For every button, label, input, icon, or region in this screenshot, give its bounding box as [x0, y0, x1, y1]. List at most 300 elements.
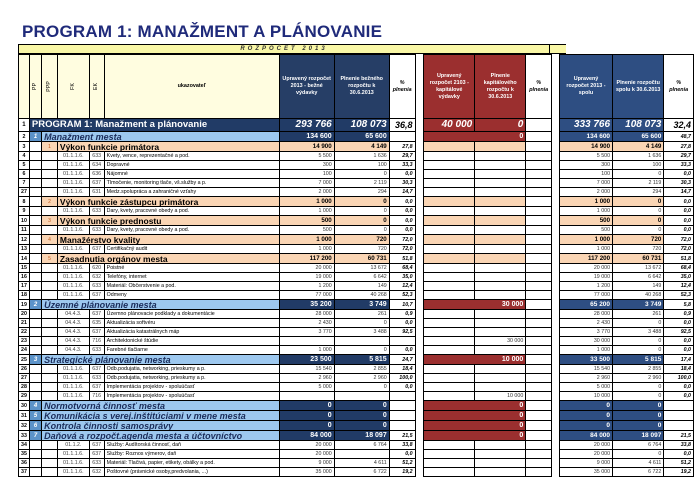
- table-row: [19, 392, 694, 401]
- upraveny-bezne: 15 540: [279, 365, 334, 374]
- upraveny-bezne: 3 770: [279, 328, 334, 337]
- pct-kapitalove: [526, 337, 552, 346]
- pct-spolu: 0,0: [664, 392, 694, 401]
- ppp-cell: [42, 365, 58, 374]
- pp-cell: [29, 383, 41, 392]
- column-gap: [552, 132, 560, 142]
- plnenie-spolu: 261: [613, 310, 664, 319]
- fk-code: 01.1.1.6.: [57, 245, 89, 254]
- plnenie-kapitalove: [475, 310, 526, 319]
- pct-kapitalove: [526, 365, 552, 374]
- column-gap: [415, 55, 424, 119]
- plnenie-spolu: 40 268: [613, 291, 664, 300]
- pp-cell: [29, 142, 41, 152]
- column-gap: [415, 431, 424, 441]
- column-gap: [552, 282, 560, 291]
- pct-kapitalove: [526, 411, 552, 421]
- pct-bezne: 27,8: [389, 142, 415, 152]
- row-number: 9: [19, 207, 30, 216]
- row-number: 12: [19, 235, 30, 245]
- pp-cell: [29, 254, 41, 264]
- pct-kapitalove: [526, 273, 552, 282]
- row-number: 21: [19, 319, 30, 328]
- header-ek: EK: [89, 55, 104, 119]
- column-gap: [415, 328, 424, 337]
- pct-bezne: 100,0: [389, 374, 415, 383]
- ppp-cell: [42, 170, 58, 179]
- upraveny-bezne: [279, 337, 334, 346]
- plnenie-spolu: 0: [613, 216, 664, 226]
- fk-code: 01.1.1.6.: [57, 179, 89, 188]
- pct-kapitalove: [526, 392, 552, 401]
- column-gap: [415, 142, 424, 152]
- pct-spolu: 18,4: [664, 365, 694, 374]
- header-fk: FK: [57, 55, 89, 119]
- upraveny-spolu: 5 500: [559, 152, 612, 161]
- pct-bezne: 0,9: [389, 310, 415, 319]
- ppp-cell: [42, 291, 58, 300]
- plnenie-spolu: 0: [613, 450, 664, 459]
- upraveny-kapitalove: [424, 161, 475, 170]
- plnenie-kapitalove: [475, 188, 526, 197]
- ek-code: 631: [89, 188, 104, 197]
- column-gap: [552, 197, 560, 207]
- upraveny-kapitalove: 30 000: [424, 300, 526, 310]
- plnenie-bezne: 13 672: [334, 264, 389, 273]
- fk-code: 01.1.1.6.: [57, 374, 89, 383]
- ppp-cell: [42, 226, 58, 235]
- plnenie-bezne: 6 642: [334, 273, 389, 282]
- plnenie-kapitalove: [475, 142, 526, 152]
- ek-code: 637: [89, 245, 104, 254]
- upraveny-spolu: 20 000: [559, 450, 612, 459]
- pct-spolu: 0,0: [664, 319, 694, 328]
- table-row: [19, 179, 694, 188]
- table-row: [19, 374, 694, 383]
- header-pct-spolu: % plnenia: [664, 55, 694, 119]
- header-upraveny-bezne: Upravený rozpočet 2013 - bežné výdavky: [279, 55, 334, 119]
- plnenie-spolu: 100: [613, 161, 664, 170]
- upraveny-spolu: 500: [559, 226, 612, 235]
- row-number: 4: [19, 152, 30, 161]
- upraveny-spolu: 333 766: [559, 119, 612, 132]
- item-label: Dary, kvety, pracovné obedy a pod.: [104, 207, 279, 216]
- column-gap: [552, 441, 560, 450]
- row-number: 19: [19, 300, 30, 310]
- plnenie-kapitalove: [475, 161, 526, 170]
- plnenie-kapitalove: [475, 235, 526, 245]
- upraveny-kapitalove: [424, 468, 475, 477]
- column-gap: [552, 383, 560, 392]
- row-number: 37: [19, 468, 30, 477]
- plnenie-bezne: 0: [334, 170, 389, 179]
- pct-bezne: 0,0: [389, 346, 415, 355]
- upraveny-spolu: 1 000: [559, 235, 612, 245]
- pct-spolu: 14,7: [664, 188, 694, 197]
- fk-code: 04.4.3.: [57, 337, 89, 346]
- row-label: Normotvorná činnosť mesta: [42, 401, 280, 411]
- section-row: [19, 411, 694, 421]
- subsection-row: [19, 235, 694, 245]
- ek-code: 637: [89, 291, 104, 300]
- pct-spolu: [664, 421, 694, 431]
- pp-cell: [29, 328, 41, 337]
- plnenie-spolu: 108 073: [613, 119, 664, 132]
- plnenie-kapitalove: [475, 383, 526, 392]
- plnenie-bezne: 0: [334, 421, 389, 431]
- column-gap: [415, 216, 424, 226]
- column-gap: [415, 468, 424, 477]
- table-row: [19, 264, 694, 273]
- upraveny-spolu: 30 000: [559, 337, 612, 346]
- plnenie-bezne: 261: [334, 310, 389, 319]
- column-gap: [552, 355, 560, 365]
- column-gap: [552, 55, 560, 119]
- pct-bezne: 0,0: [389, 207, 415, 216]
- row-number: 24: [19, 346, 30, 355]
- upraveny-spolu: 0: [559, 401, 612, 411]
- item-label: Odmeny: [104, 291, 279, 300]
- row-number: 20: [19, 310, 30, 319]
- plnenie-kapitalove: [475, 374, 526, 383]
- pct-kapitalove: [526, 421, 552, 431]
- pct-spolu: 17,4: [664, 355, 694, 365]
- column-gap: [415, 355, 424, 365]
- ek-code: 633: [89, 459, 104, 468]
- budget-band-end: [550, 44, 566, 54]
- upraveny-kapitalove: [424, 310, 475, 319]
- plnenie-kapitalove: [475, 282, 526, 291]
- column-gap: [552, 374, 560, 383]
- upraveny-bezne: 1 000: [279, 346, 334, 355]
- ek-code: 632: [89, 468, 104, 477]
- pp-number: 7: [29, 431, 41, 441]
- upraveny-spolu: 5 000: [559, 383, 612, 392]
- fk-code: 01.1.1.6.: [57, 392, 89, 401]
- row-label: Manažment mesta: [42, 132, 280, 142]
- upraveny-bezne: 35 000: [279, 468, 334, 477]
- plnenie-spolu: 0: [613, 401, 664, 411]
- pct-spolu: 72,0: [664, 245, 694, 254]
- subsection-row: [19, 197, 694, 207]
- plnenie-spolu: 0: [613, 226, 664, 235]
- pct-kapitalove: [526, 264, 552, 273]
- column-gap: [552, 328, 560, 337]
- upraveny-spolu: 20 000: [559, 264, 612, 273]
- column-gap: [552, 170, 560, 179]
- pp-cell: [29, 310, 41, 319]
- row-label: Strategické plánovanie mesta: [42, 355, 280, 365]
- column-gap: [415, 254, 424, 264]
- row-number: 1: [19, 119, 30, 132]
- upraveny-spolu: 1 000: [559, 245, 612, 254]
- pct-kapitalove: [526, 431, 552, 441]
- upraveny-spolu: 1 000: [559, 346, 612, 355]
- pct-bezne: 33,8: [389, 441, 415, 450]
- pct-bezne: 21,5: [389, 431, 415, 441]
- subsection-row: [19, 142, 694, 152]
- pct-spolu: 48,7: [664, 132, 694, 142]
- plnenie-spolu: 18 097: [613, 431, 664, 441]
- plnenie-kapitalove: [475, 207, 526, 216]
- upraveny-bezne: 23 500: [279, 355, 334, 365]
- pct-kapitalove: [526, 170, 552, 179]
- fk-code: 01.1.1.6.: [57, 383, 89, 392]
- plnenie-kapitalove: [475, 179, 526, 188]
- table-row: [19, 207, 694, 216]
- upraveny-kapitalove: [424, 337, 475, 346]
- upraveny-bezne: 35 200: [279, 300, 334, 310]
- plnenie-spolu: 3 749: [613, 300, 664, 310]
- column-gap: [415, 226, 424, 235]
- ek-code: 635: [89, 319, 104, 328]
- pct-kapitalove: [526, 346, 552, 355]
- pct-kapitalove: [526, 245, 552, 254]
- plnenie-kapitalove: [475, 328, 526, 337]
- upraveny-kapitalove: [424, 216, 475, 226]
- pct-spolu: 100,0: [664, 374, 694, 383]
- plnenie-bezne: 1 636: [334, 152, 389, 161]
- item-label: Implementácia projektov - spoluúčasť: [104, 383, 279, 392]
- pp-cell: [29, 282, 41, 291]
- column-gap: [552, 152, 560, 161]
- pct-bezne: 0,0: [389, 383, 415, 392]
- table-row: [19, 170, 694, 179]
- upraveny-bezne: 1 000: [279, 235, 334, 245]
- plnenie-spolu: 2 960: [613, 374, 664, 383]
- pct-spolu: 33,8: [664, 441, 694, 450]
- upraveny-spolu: 117 200: [559, 254, 612, 264]
- row-label: Výkon funkcie zástupcu primátora: [57, 197, 279, 207]
- table-row: [19, 365, 694, 374]
- subsection-row: [19, 254, 694, 264]
- column-gap: [415, 197, 424, 207]
- pp-cell: [29, 207, 41, 216]
- upraveny-bezne: 77 000: [279, 291, 334, 300]
- row-label: Daňová a rozpočt.agenda mesta a účtovníctvo: [42, 431, 280, 441]
- upraveny-bezne: 2 430: [279, 319, 334, 328]
- plnenie-kapitalove: [475, 170, 526, 179]
- fk-code: 01.1.1.6.: [57, 152, 89, 161]
- fk-code: 01.1.1.6.: [57, 264, 89, 273]
- plnenie-spolu: 3 488: [613, 328, 664, 337]
- pct-bezne: 51,8: [389, 254, 415, 264]
- pct-kapitalove: [526, 179, 552, 188]
- upraveny-spolu: 100: [559, 170, 612, 179]
- plnenie-kapitalove: [475, 152, 526, 161]
- fk-code: 01.1.1.6.: [57, 273, 89, 282]
- row-number: 17: [19, 282, 30, 291]
- pct-kapitalove: [526, 401, 552, 411]
- row-label: Kontrola činnosti samosprávy: [42, 421, 280, 431]
- upraveny-kapitalove: 0: [424, 401, 526, 411]
- row-number: 25: [19, 355, 30, 365]
- plnenie-kapitalove: [475, 245, 526, 254]
- column-gap: [552, 319, 560, 328]
- subsection-row: [19, 216, 694, 226]
- ppp-cell: [42, 179, 58, 188]
- column-gap: [415, 346, 424, 355]
- column-gap: [552, 450, 560, 459]
- upraveny-bezne: 500: [279, 216, 334, 226]
- header-pct-kapitalove: % plnenia: [526, 55, 552, 119]
- plnenie-bezne: 18 097: [334, 431, 389, 441]
- fk-code: 01.1.2.: [57, 441, 89, 450]
- ppp-cell: [42, 328, 58, 337]
- ek-code: 633: [89, 346, 104, 355]
- upraveny-bezne: 7 000: [279, 179, 334, 188]
- row-number: 28: [19, 383, 30, 392]
- column-gap: [552, 188, 560, 197]
- plnenie-bezne: 294: [334, 188, 389, 197]
- upraveny-bezne: 5 500: [279, 152, 334, 161]
- upraveny-kapitalove: [424, 328, 475, 337]
- item-label: Nájomné: [104, 170, 279, 179]
- ek-code: 633: [89, 226, 104, 235]
- plnenie-spolu: 0: [613, 392, 664, 401]
- plnenie-kapitalove: [475, 216, 526, 226]
- item-label: Odb.podujatia, networking, prieskumy a p.: [104, 365, 279, 374]
- pct-bezne: 29,7: [389, 152, 415, 161]
- header-rownum: [19, 55, 30, 119]
- plnenie-bezne: 0: [334, 319, 389, 328]
- row-number: 27: [19, 374, 30, 383]
- pct-kapitalove: [526, 152, 552, 161]
- plnenie-bezne: 720: [334, 235, 389, 245]
- plnenie-kapitalove: 30 000: [475, 337, 526, 346]
- item-label: Služby: Roznos výmerov, daň: [104, 450, 279, 459]
- pp-number: 2: [29, 300, 41, 310]
- row-number: 18: [19, 291, 30, 300]
- ek-code: 634: [89, 161, 104, 170]
- plnenie-kapitalove: 0: [475, 119, 526, 132]
- section-row: [19, 300, 694, 310]
- upraveny-bezne: 0: [279, 421, 334, 431]
- plnenie-kapitalove: [475, 459, 526, 468]
- column-gap: [415, 383, 424, 392]
- upraveny-bezne: 14 900: [279, 142, 334, 152]
- header-upraveny-spolu: Upravený rozpočet 2013 - spolu: [559, 55, 612, 119]
- table-row: [19, 310, 694, 319]
- upraveny-kapitalove: [424, 319, 475, 328]
- pp-cell: [29, 319, 41, 328]
- pct-spolu: 0,0: [664, 383, 694, 392]
- pp-cell: [29, 245, 41, 254]
- row-number: 31: [19, 411, 30, 421]
- column-gap: [552, 421, 560, 431]
- plnenie-kapitalove: [475, 346, 526, 355]
- column-gap: [552, 119, 560, 132]
- table-row: [19, 468, 694, 477]
- upraveny-bezne: 5 000: [279, 383, 334, 392]
- fk-code: 01.1.1.6.: [57, 468, 89, 477]
- plnenie-bezne: 6 722: [334, 468, 389, 477]
- column-gap: [415, 207, 424, 216]
- pct-kapitalove: [526, 235, 552, 245]
- row-label: Výkon funkcie primátora: [57, 142, 279, 152]
- upraveny-bezne: 20 000: [279, 264, 334, 273]
- pct-kapitalove: [526, 459, 552, 468]
- item-label: Medz.spolupráca a zahraničné vzťahy: [104, 188, 279, 197]
- pp-number: 5: [29, 411, 41, 421]
- upraveny-kapitalove: [424, 197, 475, 207]
- ek-code: 637: [89, 365, 104, 374]
- pp-number: 4: [29, 401, 41, 411]
- upraveny-spolu: 28 000: [559, 310, 612, 319]
- upraveny-bezne: 1 200: [279, 282, 334, 291]
- pct-bezne: [389, 421, 415, 431]
- plnenie-bezne: 0: [334, 383, 389, 392]
- plnenie-bezne: 100: [334, 161, 389, 170]
- pct-spolu: 5,8: [664, 300, 694, 310]
- pct-spolu: 29,7: [664, 152, 694, 161]
- plnenie-bezne: 0: [334, 226, 389, 235]
- pct-kapitalove: [526, 319, 552, 328]
- row-number: 22: [19, 328, 30, 337]
- ppp-cell: [42, 392, 58, 401]
- plnenie-spolu: 0: [613, 346, 664, 355]
- column-gap: [415, 401, 424, 411]
- pct-kapitalove: [526, 468, 552, 477]
- ppp-number: 1: [42, 142, 58, 152]
- pp-cell: [29, 365, 41, 374]
- upraveny-bezne: 20 000: [279, 450, 334, 459]
- ek-code: 620: [89, 264, 104, 273]
- pp-cell: [29, 179, 41, 188]
- plnenie-kapitalove: [475, 264, 526, 273]
- upraveny-spolu: 1 200: [559, 282, 612, 291]
- ppp-number: 3: [42, 216, 58, 226]
- fk-code: 04.4.3.: [57, 310, 89, 319]
- upraveny-kapitalove: 0: [424, 411, 526, 421]
- plnenie-bezne: 0: [334, 207, 389, 216]
- item-label: Odb.podujatia, networking, prieskumy a p.: [104, 374, 279, 383]
- item-label: Materiál: Tlačivá, papier, etikety, obálky a pod.: [104, 459, 279, 468]
- column-gap: [552, 161, 560, 170]
- row-number: 32: [19, 421, 30, 431]
- row-label: PROGRAM 1: Manažment a plánovanie: [29, 119, 279, 132]
- pp-cell: [29, 197, 41, 207]
- plnenie-bezne: 0: [334, 411, 389, 421]
- plnenie-bezne: 60 731: [334, 254, 389, 264]
- pct-bezne: [389, 132, 415, 142]
- pct-spolu: 33,3: [664, 161, 694, 170]
- row-number: 7: [19, 179, 30, 188]
- upraveny-kapitalove: [424, 254, 475, 264]
- row-number: 30: [19, 401, 30, 411]
- pct-bezne: 14,7: [389, 188, 415, 197]
- pct-spolu: 52,3: [664, 291, 694, 300]
- table-row: [19, 441, 694, 450]
- plnenie-spolu: 720: [613, 245, 664, 254]
- page-title: PROGRAM 1: MANAŽMENT A PLÁNOVANIE: [22, 22, 383, 41]
- upraveny-spolu: 134 600: [559, 132, 612, 142]
- upraveny-spolu: 500: [559, 216, 612, 226]
- column-gap: [415, 374, 424, 383]
- upraveny-kapitalove: [424, 273, 475, 282]
- upraveny-bezne: 0: [279, 401, 334, 411]
- upraveny-spolu: 2 000: [559, 188, 612, 197]
- ppp-cell: [42, 264, 58, 273]
- upraveny-spolu: 20 000: [559, 441, 612, 450]
- column-gap: [552, 392, 560, 401]
- row-label: Zasadnutia orgánov mesta: [57, 254, 279, 264]
- pct-bezne: 33,3: [389, 161, 415, 170]
- pct-spolu: 0,0: [664, 450, 694, 459]
- pp-cell: [29, 459, 41, 468]
- upraveny-kapitalove: [424, 245, 475, 254]
- ek-code: 637: [89, 310, 104, 319]
